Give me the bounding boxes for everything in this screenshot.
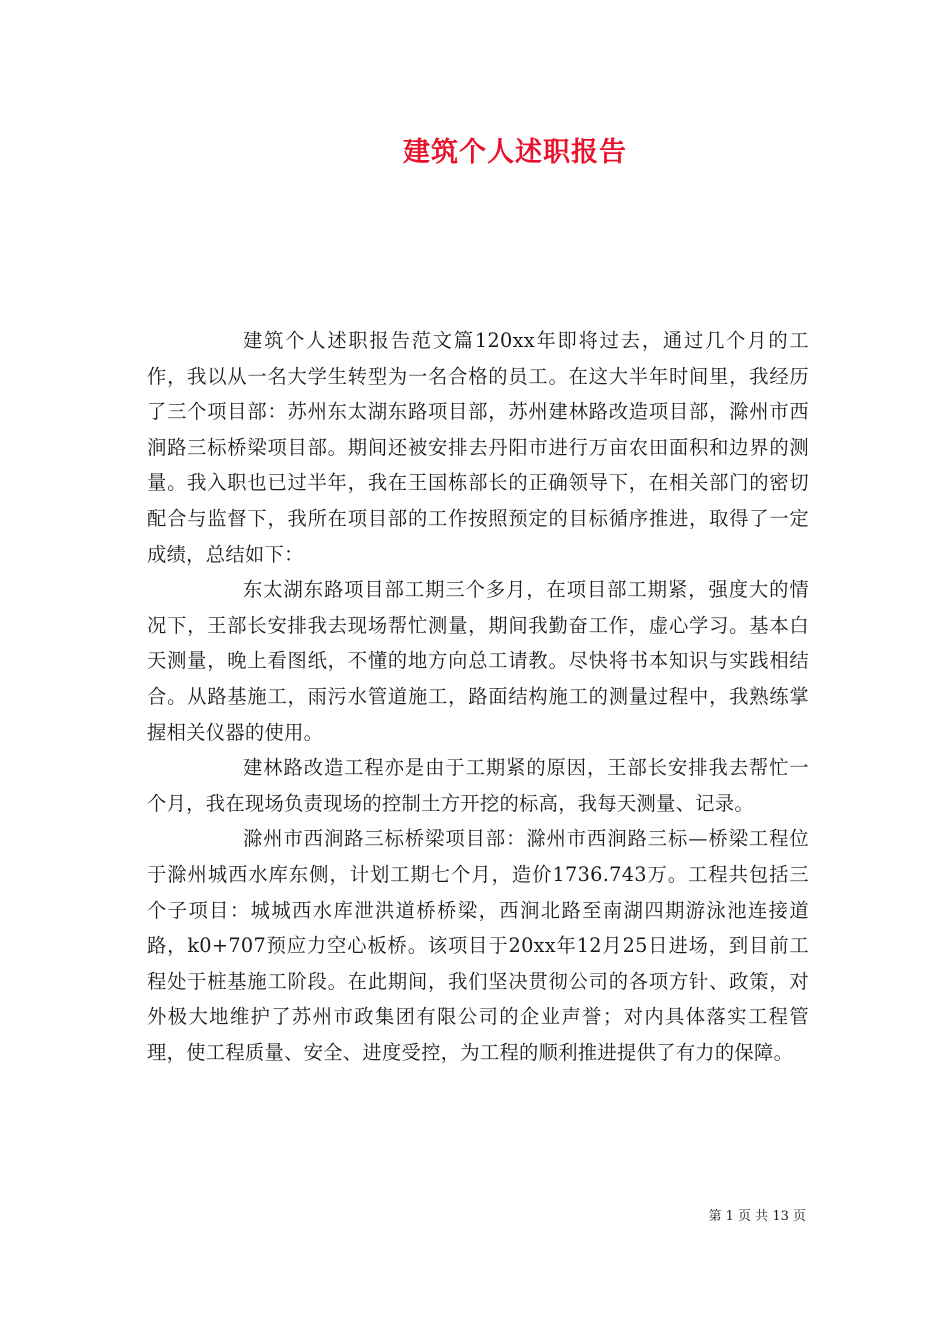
document-title: 建筑个人述职报告 xyxy=(403,137,627,168)
paragraph-chuzhou: 滁州市西涧路三标桥梁项目部：滁州市西涧路三标—桥梁工程位于滁州城西水库东侧，计划工期七个月，造价1736.743万。工程共包括三个子项目：城城西水库泄洪道桥桥梁，西涧北路至南湖四期游泳池连接道路，k0+707预应力空心板桥。该项目于20xx年12月25日进场，到目前工程处于桩基施工阶段。在此期间，我们坚决贯彻公司的各项方针、政策，对外极大地维护了苏州市政集团有限公司的企业声誉；对内具体落实工程管理，使工程质量、安全、进度受控，为工程的顺利推进提供了有力的保障。 xyxy=(147,827,809,1064)
page-number-footer: 第 1 页 共 13 页 xyxy=(708,1209,806,1224)
paragraph-jianlinlu: 建林路改造工程亦是由于工期紧的原因，王部长安排我去帮忙一个月，我在现场负责现场的控制土方开挖的标高，我每天测量、记录。 xyxy=(147,756,809,815)
paragraph-dongtaihu: 东太湖东路项目部工期三个多月，在项目部工期紧，强度大的情况下，王部长安排我去现场帮忙测量，期间我勤奋工作，虚心学习。基本白天测量，晚上看图纸，不懂的地方向总工请教。尽快将书本知识与实践相结合。从路基施工，雨污水管道施工，路面结构施工的测量过程中，我熟练掌握相关仪器的使用。 xyxy=(147,578,809,744)
document-body xyxy=(147,323,809,1070)
paragraph-intro: 建筑个人述职报告范文篇120xx年即将过去，通过几个月的工作，我以从一名大学生转型为一名合格的员工。在这大半年时间里，我经历了三个项目部：苏州东太湖东路项目部，苏州建林路改造项目部，滁州市西涧路三标桥梁项目部。期间还被安排去丹阳市进行万亩农田面积和边界的测量。我入职也已过半年，我在王国栋部长的正确领导下，在相关部门的密切配合与监督下，我所在项目部的工作按照预定的目标循序推进，取得了一定成绩，总结如下： xyxy=(147,329,809,566)
